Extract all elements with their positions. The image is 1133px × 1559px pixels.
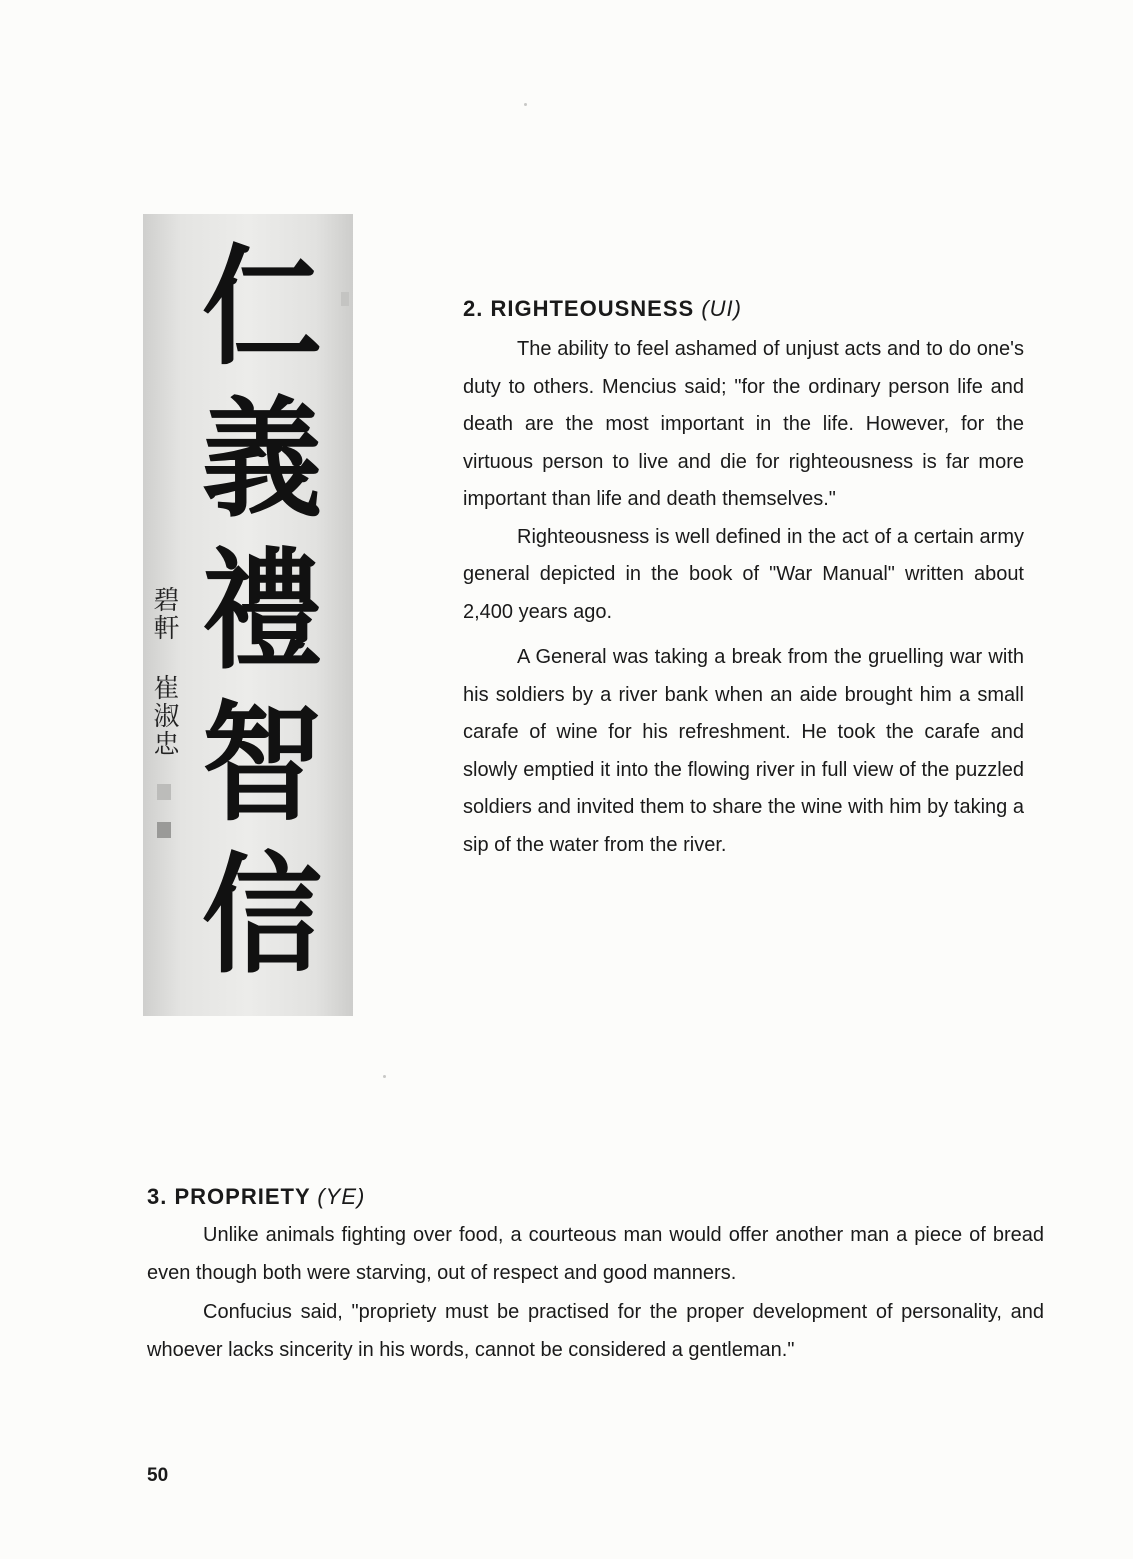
seal-stamp [341, 292, 349, 306]
section-title: PROPRIETY [174, 1184, 311, 1209]
calligraphy-char-ui: 義 [202, 383, 322, 536]
calligraphy-char-ren: 仁 [202, 231, 322, 384]
section-number: 2. [463, 296, 484, 321]
print-speck [383, 1075, 386, 1078]
calligraphy-scroll-image [143, 214, 353, 1016]
calligraphy-char-ye: 禮 [202, 535, 322, 688]
calligraphy-char-sin: 信 [202, 839, 322, 992]
section-propriety [147, 1183, 1044, 1369]
body-paragraph: Unlike animals fighting over food, a courteous man would offer another man a piece of bread even though both were starving, out of respect and good manners. [147, 1224, 1044, 1284]
print-speck [524, 103, 527, 106]
section-title: RIGHTEOUSNESS [490, 296, 695, 321]
seal-stamp [157, 784, 171, 800]
section-romanization: (YE) [317, 1184, 366, 1209]
body-paragraph: The ability to feel ashamed of unjust acts and to do one's duty to others. Mencius said; "for the ordinary person life and death are the most important in the life. However, for the virtuous person to live and die for righteousness is far more important than life and death themselves." [463, 338, 1024, 510]
body-paragraph: A General was taking a break from the gruelling war with his soldiers by a river bank when an aide brought him a small carafe of wine for his refreshment. He took the carafe and slowly emptied it into the flowing river in full view of the puzzled soldiers and invited them to share the wine with him by taking a sip of the water from the river. [463, 646, 1024, 856]
section-heading [463, 295, 1024, 323]
body-paragraph: Righteousness is well defined in the act of a certain army general depicted in the book of "War Manual" written about 2,400 years ago. [463, 525, 1024, 623]
section-heading [147, 1183, 1044, 1211]
body-paragraph: Confucius said, "propriety must be practised for the proper development of personality, and whoever lacks sincerity in his words, cannot be considered a gentleman." [147, 1301, 1044, 1361]
calligraphy-inscription: 碧軒 崔淑忠 [149, 586, 179, 758]
page-number: 50 [147, 1465, 169, 1486]
calligraphy-char-ji: 智 [202, 687, 322, 840]
section-number: 3. [147, 1184, 168, 1209]
section-righteousness [463, 295, 1024, 864]
section-romanization: (UI) [701, 296, 742, 321]
calligraphy-characters [187, 232, 337, 992]
seal-stamp [157, 822, 171, 838]
